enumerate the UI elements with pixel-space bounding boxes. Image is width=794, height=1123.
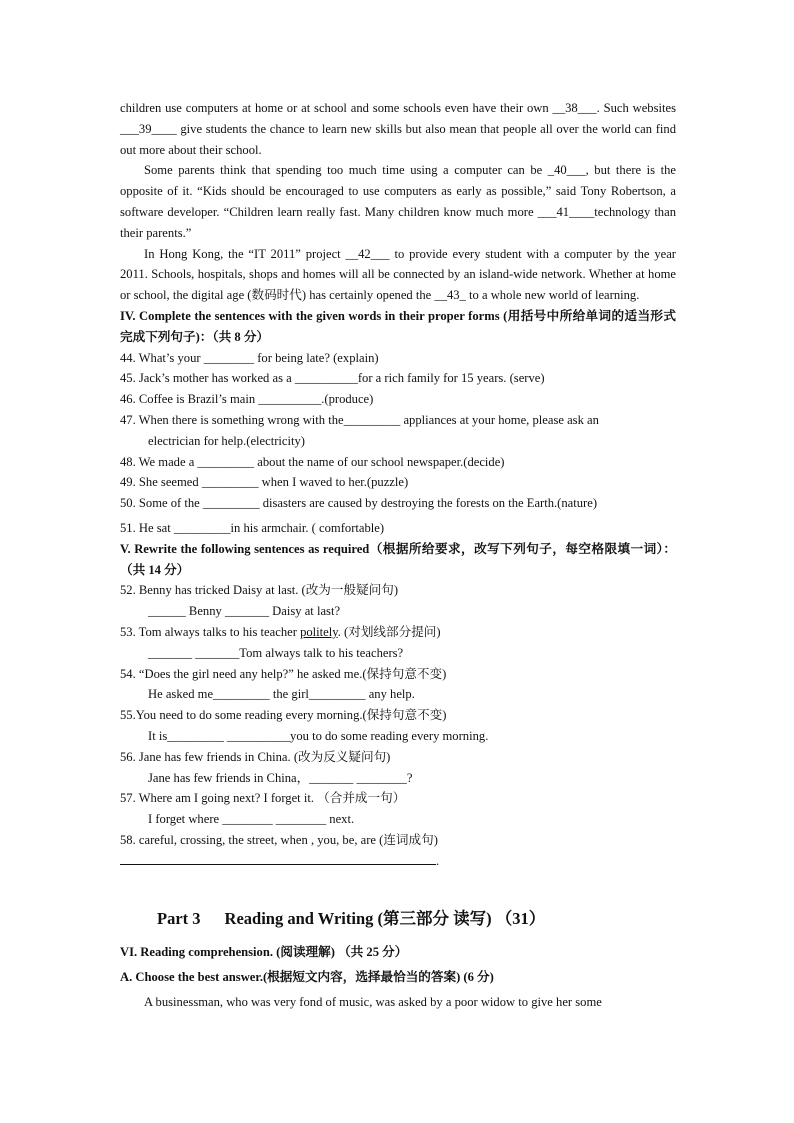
part-3-label: Part 3 xyxy=(157,909,201,929)
answer-52: ______ Benny _______ Daisy at last? xyxy=(148,604,341,619)
section-6-heading: VI. Reading comprehension. (阅读理解) （共 25 分） xyxy=(120,945,408,960)
document-page xyxy=(120,98,676,1013)
part-3-title: Reading and Writing (第三部分 读写) （31） xyxy=(224,909,546,929)
question-56: 56. Jane has few friends in China. (改为反义疑问句) xyxy=(120,749,391,764)
question-55: 55.You need to do some reading every morning.(保持句意不变) xyxy=(120,708,447,723)
answer-55: It is_________ __________you to do some reading every morning. xyxy=(148,728,489,743)
section-4-heading: IV. Complete the sentences with the given words in their proper forms (用括号中所给单词的适当形式完成下列句子)：（共 8 分） xyxy=(120,308,676,344)
section-5-heading: V. Rewrite the following sentences as required（根据所给要求，改写下列句子，每空格限填一词）：（共 14 分） xyxy=(120,541,676,577)
answer-57: I forget where ________ ________ next. xyxy=(148,812,355,827)
answer-58-period: . xyxy=(436,853,440,868)
answer-56: Jane has few friends in China，_______ ________? xyxy=(148,770,413,785)
question-47-continued: electrician for help.(electricity) xyxy=(148,433,305,448)
question-54: 54. “Does the girl need any help?” he asked me.(保持句意不变) xyxy=(120,666,447,681)
question-49: 49. She seemed _________ when I waved to her.(puzzle) xyxy=(120,475,409,490)
passage-paragraph-3: In Hong Kong, the “IT 2011” project __42___ to provide every student with a computer by the year 2011. Schools, hospitals, shops and homes will all be connected by an island-wide network. Whether at home or school, the digital age (数码时代) has certainly opened the __43_ to a whole new world of learning. xyxy=(120,246,676,303)
underlined-word: politely xyxy=(300,624,338,639)
part-3-heading xyxy=(157,909,676,930)
answer-53: _______ _______Tom always talk to his teachers? xyxy=(148,645,404,660)
question-44: 44. What’s your ________ for being late? (explain) xyxy=(120,350,379,365)
passage-paragraph-1: children use computers at home or at school and some schools even have their own __38___. Such websites ___39____ give students the chance to learn new skills but also mean that people all over the world can find out more about their school. xyxy=(120,101,676,157)
question-53-text: 53. Tom always talks to his teacher xyxy=(120,624,301,639)
answer-54: He asked me_________ the girl_________ any help. xyxy=(148,687,415,702)
question-48: 48. We made a _________ about the name of our school newspaper.(decide) xyxy=(120,454,505,469)
answer-58-line xyxy=(120,851,676,872)
passage-paragraph-2: Some parents think that spending too much time using a computer can be _40___, but there is the opposite of it. “Kids should be encouraged to use computers as early as possible,” said Tony Robertson, a software developer. “Children learn really fast. Many children know much more ___41____technology than their parents.” xyxy=(120,163,676,240)
question-53-instruction: . (对划线部分提问) xyxy=(337,624,441,639)
question-57: 57. Where am I going next? I forget it. （合并成一句） xyxy=(120,791,406,806)
question-45: 45. Jack’s mother has worked as a __________for a rich family for 15 years. (serve) xyxy=(120,371,545,386)
question-46: 46. Coffee is Brazil’s main __________.(produce) xyxy=(120,392,374,407)
question-52: 52. Benny has tricked Daisy at last. (改为一般疑问句) xyxy=(120,583,399,598)
question-53 xyxy=(120,622,676,643)
section-6-sub-a: A. Choose the best answer.(根据短文内容，选择最恰当的答案) (6 分) xyxy=(120,970,494,985)
question-50: 50. Some of the _________ disasters are caused by destroying the forests on the Earth.(nature) xyxy=(120,496,598,511)
question-51: 51. He sat _________in his armchair. ( comfortable) xyxy=(120,520,385,535)
question-47: 47. When there is something wrong with the_________ appliances at your home, please ask an xyxy=(120,412,599,427)
answer-rule xyxy=(120,852,436,865)
question-58: 58. careful, crossing, the street, when , you, be, are (连词成句) xyxy=(120,832,438,847)
reading-passage-start: A businessman, who was very fond of music, was asked by a poor widow to give her some xyxy=(144,994,602,1009)
